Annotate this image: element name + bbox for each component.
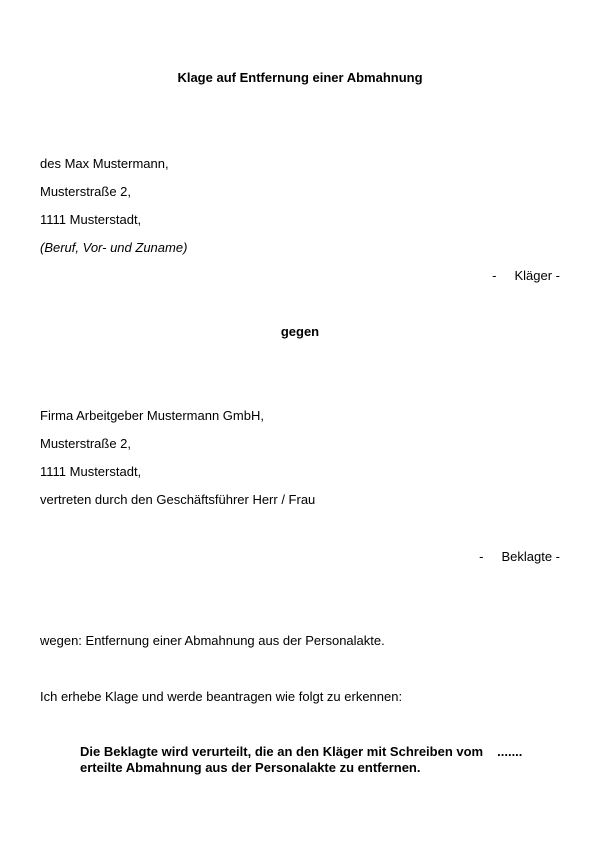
claim-line-1 <box>80 744 540 760</box>
plaintiff-role <box>492 268 560 284</box>
claim-date-placeholder: ....... <box>497 744 523 759</box>
intro-line: Ich erhebe Klage und werde beantragen wie folgt zu erkennen: <box>40 689 403 704</box>
claim-line-2: erteilte Abmahnung aus der Personalakte zu entfernen. <box>80 760 421 775</box>
subject-line: wegen: Entfernung einer Abmahnung aus der Personalakte. <box>40 633 385 648</box>
plaintiff-city: 1111 Musterstadt, <box>40 212 142 227</box>
plaintiff-note: (Beruf, Vor- und Zuname) <box>40 240 188 255</box>
defendant-role-dash: - <box>479 549 484 564</box>
defendant-street: Musterstraße 2, <box>40 436 132 451</box>
defendant-name: Firma Arbeitgeber Mustermann GmbH, <box>40 408 264 423</box>
plaintiff-role-dash: - <box>492 268 497 283</box>
plaintiff-name: des Max Mustermann, <box>40 156 169 171</box>
versus-label: gegen <box>280 324 320 339</box>
defendant-represented: vertreten durch den Geschäftsführer Herr / Frau <box>40 492 316 507</box>
claim-text-1: Die Beklagte wird verurteilt, die an den Kläger mit Schreiben vom <box>80 744 484 759</box>
defendant-role-label: Beklagte - <box>501 549 560 564</box>
plaintiff-street: Musterstraße 2, <box>40 184 132 199</box>
defendant-city: 1111 Musterstadt, <box>40 464 142 479</box>
plaintiff-role-label: Kläger - <box>514 268 560 283</box>
defendant-role <box>479 549 560 565</box>
document-title: Klage auf Entfernung einer Abmahnung <box>177 70 423 85</box>
claim-block <box>80 744 540 776</box>
